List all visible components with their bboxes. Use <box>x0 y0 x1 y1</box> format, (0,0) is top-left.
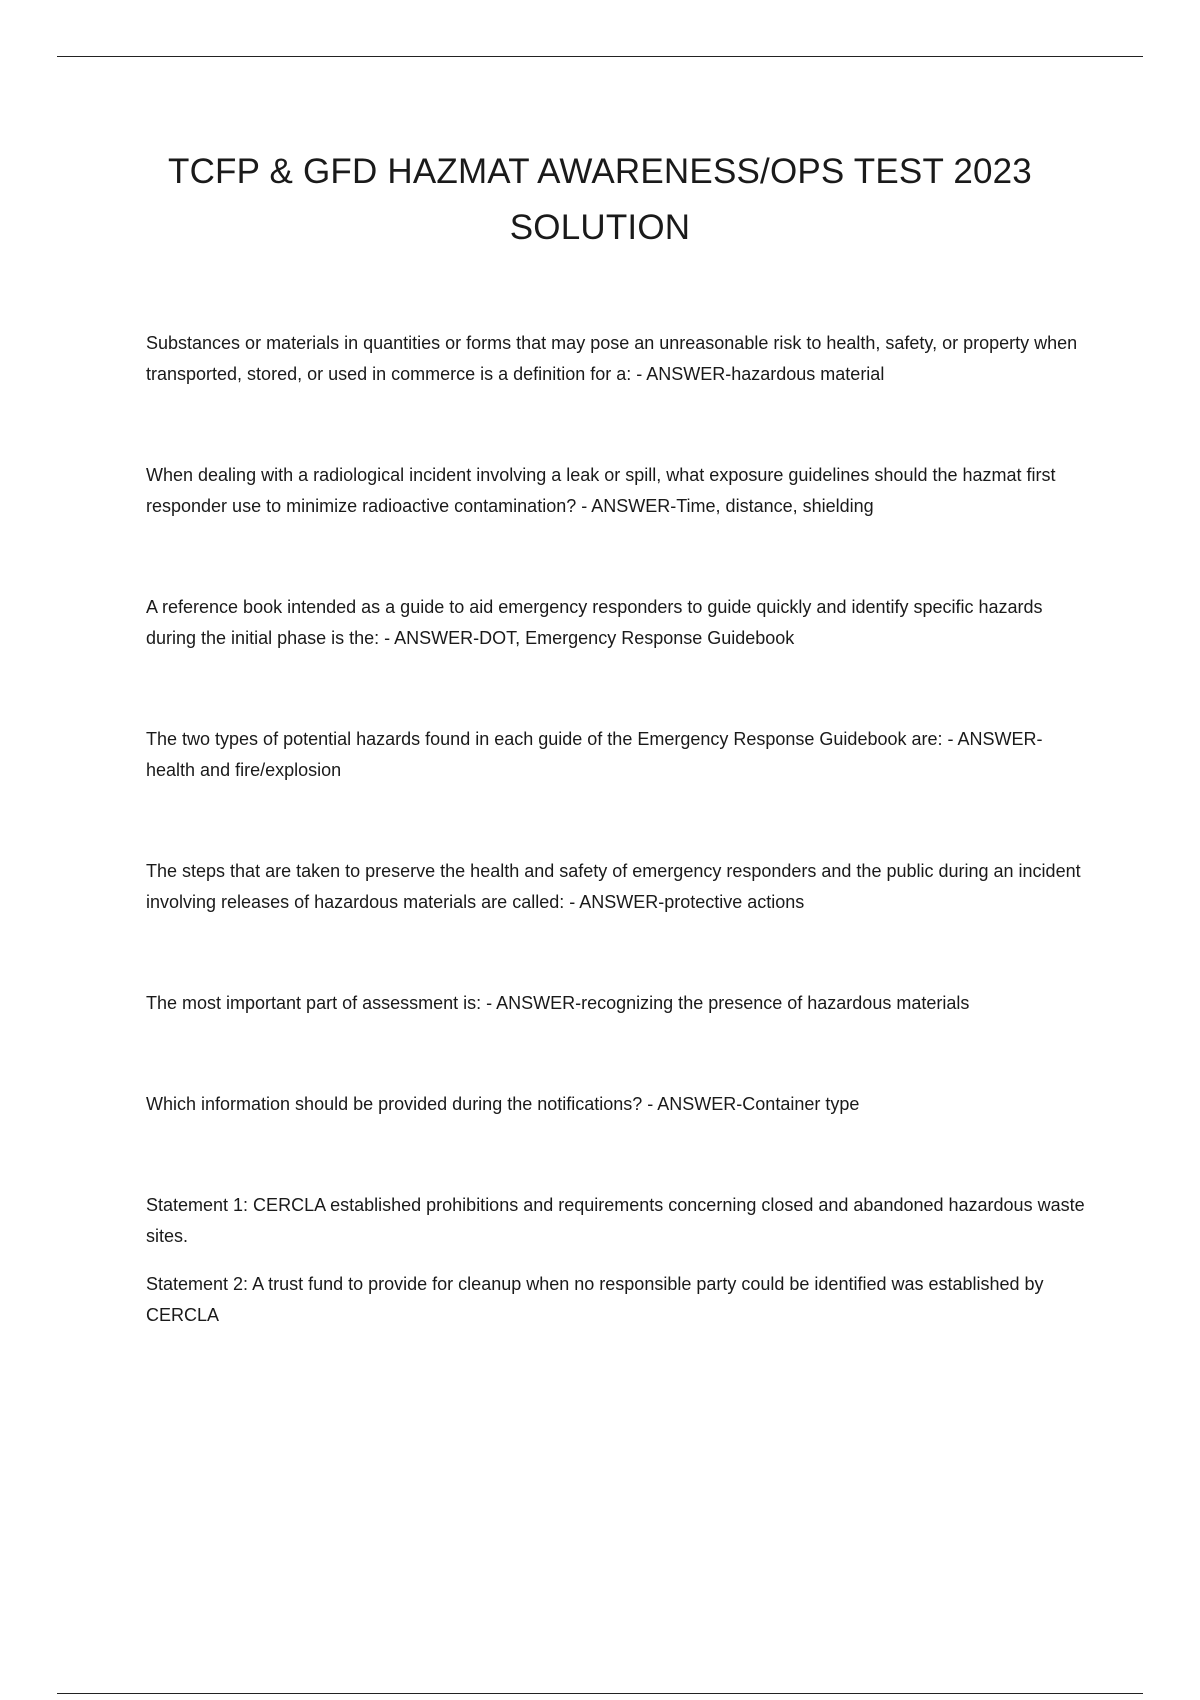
question-answer-list <box>146 328 1086 1331</box>
qa-item: When dealing with a radiological incident involving a leak or spill, what exposure guidelines should the hazmat first responder use to minimize radioactive contamination? - ANSWER-Time, distance, shielding <box>146 465 1056 516</box>
qa-item: Substances or materials in quantities or forms that may pose an unreasonable risk to health, safety, or property when transported, stored, or used in commerce is a definition for a: - ANSWER-hazardous material <box>146 333 1078 384</box>
qa-item: The steps that are taken to preserve the health and safety of emergency responders and the public during an incident involving releases of hazardous materials are called: - ANSWER-protective actions <box>146 861 1081 912</box>
qa-item: The most important part of assessment is: - ANSWER-recognizing the presence of hazardous materials <box>146 993 970 1013</box>
statement-2: Statement 2: A trust fund to provide for cleanup when no responsible party could be identified was established by CERCLA <box>146 1274 1044 1325</box>
qa-item: Which information should be provided during the notifications? - ANSWER-Container type <box>146 1094 860 1114</box>
statement-1: Statement 1: CERCLA established prohibitions and requirements concerning closed and abandoned hazardous waste sites. <box>146 1195 1085 1246</box>
bottom-divider <box>57 1693 1143 1694</box>
qa-item: A reference book intended as a guide to aid emergency responders to guide quickly and identify specific hazards during the initial phase is the: - ANSWER-DOT, Emergency Response Guidebook <box>146 597 1043 648</box>
page-title-continued: SOLUTION <box>509 208 691 247</box>
top-divider <box>57 56 1143 57</box>
page-title: TCFP & GFD HAZMAT AWARENESS/OPS TEST 2023 <box>168 152 1032 191</box>
qa-item: The two types of potential hazards found in each guide of the Emergency Response Guidebook are: - ANSWER-health and fire/explosion <box>146 729 1043 780</box>
